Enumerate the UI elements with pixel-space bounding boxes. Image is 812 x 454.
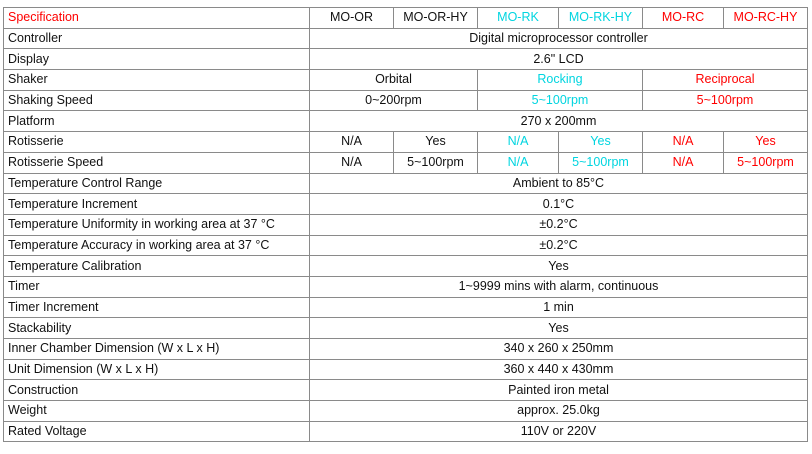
value-shaking-speed-or: 0~200rpm	[310, 90, 478, 111]
row-temp-calibration	[4, 256, 808, 277]
row-rated-voltage	[4, 421, 808, 442]
value-rotisserie-mo-or-hy: Yes	[394, 132, 478, 153]
row-construction	[4, 380, 808, 401]
spec-table	[3, 7, 808, 442]
value-temp-range: Ambient to 85°C	[310, 173, 808, 194]
label-rotisserie: Rotisserie	[4, 132, 310, 153]
value-weight: approx. 25.0kg	[310, 401, 808, 422]
header-model-mo-rc: MO-RC	[643, 8, 724, 29]
row-shaking-speed	[4, 90, 808, 111]
label-controller: Controller	[4, 28, 310, 49]
label-platform: Platform	[4, 111, 310, 132]
row-unit-dimension	[4, 359, 808, 380]
value-temp-accuracy: ±0.2°C	[310, 235, 808, 256]
label-construction: Construction	[4, 380, 310, 401]
header-model-mo-rk: MO-RK	[478, 8, 559, 29]
value-rotisserie-speed-mo-or-hy: 5~100rpm	[394, 152, 478, 173]
label-shaker: Shaker	[4, 70, 310, 91]
row-platform	[4, 111, 808, 132]
label-display: Display	[4, 49, 310, 70]
row-inner-dimension	[4, 339, 808, 360]
row-temp-range	[4, 173, 808, 194]
row-controller	[4, 28, 808, 49]
value-rotisserie-mo-rk: N/A	[478, 132, 559, 153]
value-rotisserie-mo-rc: N/A	[643, 132, 724, 153]
value-display: 2.6" LCD	[310, 49, 808, 70]
label-rated-voltage: Rated Voltage	[4, 421, 310, 442]
value-rated-voltage: 110V or 220V	[310, 421, 808, 442]
value-temp-increment: 0.1°C	[310, 194, 808, 215]
header-model-mo-rk-hy: MO-RK-HY	[559, 8, 643, 29]
header-model-mo-or-hy: MO-OR-HY	[394, 8, 478, 29]
value-temp-uniformity: ±0.2°C	[310, 214, 808, 235]
value-rotisserie-speed-mo-or: N/A	[310, 152, 394, 173]
label-unit-dimension: Unit Dimension (W x L x H)	[4, 359, 310, 380]
row-weight	[4, 401, 808, 422]
label-timer-increment: Timer Increment	[4, 297, 310, 318]
header-model-mo-rc-hy: MO-RC-HY	[724, 8, 808, 29]
value-timer-increment: 1 min	[310, 297, 808, 318]
row-temp-increment	[4, 194, 808, 215]
header-row	[4, 8, 808, 29]
value-shaking-speed-rc: 5~100rpm	[643, 90, 808, 111]
value-rotisserie-speed-mo-rc-hy: 5~100rpm	[724, 152, 808, 173]
label-stackability: Stackability	[4, 318, 310, 339]
value-rotisserie-mo-rc-hy: Yes	[724, 132, 808, 153]
label-temp-range: Temperature Control Range	[4, 173, 310, 194]
value-controller: Digital microprocessor controller	[310, 28, 808, 49]
label-timer: Timer	[4, 276, 310, 297]
label-temp-accuracy: Temperature Accuracy in working area at 37 °C	[4, 235, 310, 256]
row-temp-uniformity	[4, 214, 808, 235]
header-model-mo-or: MO-OR	[310, 8, 394, 29]
value-inner-dimension: 340 x 260 x 250mm	[310, 339, 808, 360]
value-shaker-orbital: Orbital	[310, 70, 478, 91]
header-spec: Specification	[4, 8, 310, 29]
value-shaker-rocking: Rocking	[478, 70, 643, 91]
value-rotisserie-mo-or: N/A	[310, 132, 394, 153]
label-rotisserie-speed: Rotisserie Speed	[4, 152, 310, 173]
label-temp-uniformity: Temperature Uniformity in working area at 37 °C	[4, 214, 310, 235]
value-unit-dimension: 360 x 440 x 430mm	[310, 359, 808, 380]
value-shaker-reciprocal: Reciprocal	[643, 70, 808, 91]
value-rotisserie-speed-mo-rc: N/A	[643, 152, 724, 173]
label-temp-increment: Temperature Increment	[4, 194, 310, 215]
label-shaking-speed: Shaking Speed	[4, 90, 310, 111]
value-temp-calibration: Yes	[310, 256, 808, 277]
value-platform: 270 x 200mm	[310, 111, 808, 132]
value-stackability: Yes	[310, 318, 808, 339]
value-timer: 1~9999 mins with alarm, continuous	[310, 276, 808, 297]
label-temp-calibration: Temperature Calibration	[4, 256, 310, 277]
label-inner-dimension: Inner Chamber Dimension (W x L x H)	[4, 339, 310, 360]
row-temp-accuracy	[4, 235, 808, 256]
row-stackability	[4, 318, 808, 339]
row-shaker	[4, 70, 808, 91]
row-rotisserie-speed	[4, 152, 808, 173]
row-timer	[4, 276, 808, 297]
value-shaking-speed-rk: 5~100rpm	[478, 90, 643, 111]
row-display	[4, 49, 808, 70]
value-rotisserie-speed-mo-rk: N/A	[478, 152, 559, 173]
value-construction: Painted iron metal	[310, 380, 808, 401]
row-rotisserie	[4, 132, 808, 153]
value-rotisserie-mo-rk-hy: Yes	[559, 132, 643, 153]
value-rotisserie-speed-mo-rk-hy: 5~100rpm	[559, 152, 643, 173]
row-timer-increment	[4, 297, 808, 318]
spec-table-container	[3, 7, 808, 442]
label-weight: Weight	[4, 401, 310, 422]
